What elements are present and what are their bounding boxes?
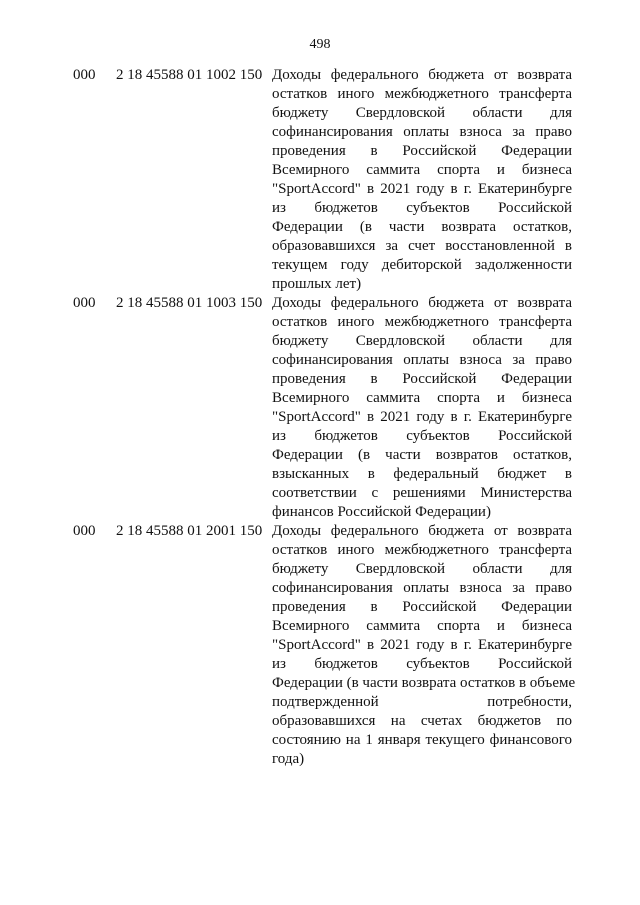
budget-classification-code: 2 18 45588 01 1002 150 xyxy=(116,67,263,83)
description-line: из бюджетов субъектов Российской xyxy=(272,200,572,216)
description-line: состоянию на 1 января текущего финансового xyxy=(272,732,572,748)
description-line: остатков иного межбюджетного трансферта xyxy=(272,542,572,558)
description-line: Федерации (в части возврата остатков в объеме xyxy=(272,675,576,691)
description-line: Доходы федерального бюджета от возврата xyxy=(272,523,572,539)
revenue-description xyxy=(272,522,576,769)
description-line: остатков иного межбюджетного трансферта xyxy=(272,86,572,102)
table-row xyxy=(0,66,640,294)
description-line: бюджету Свердловской области для xyxy=(272,105,572,121)
description-line: Доходы федерального бюджета от возврата xyxy=(272,295,572,311)
budget-classification-code: 2 18 45588 01 2001 150 xyxy=(116,523,263,539)
description-line: бюджету Свердловской области для xyxy=(272,561,572,577)
description-line: образовавшихся на счетах бюджетов по xyxy=(272,713,572,729)
admin-code: 000 xyxy=(73,523,96,539)
description-line: "SportAccord" в 2021 году в г. Екатеринбурге xyxy=(272,637,572,653)
description-line: взысканных в федеральный бюджет в xyxy=(272,466,572,482)
description-line: текущем году дебиторской задолженности xyxy=(272,257,572,273)
description-line: соответствии с решениями Министерства xyxy=(272,485,572,501)
admin-code: 000 xyxy=(73,67,96,83)
description-line: софинансирования оплаты взноса за право xyxy=(272,352,572,368)
description-line: проведения в Российской Федерации xyxy=(272,599,572,615)
table-row xyxy=(0,522,640,769)
description-line: проведения в Российской Федерации xyxy=(272,371,572,387)
description-line: подтвержденной потребности, xyxy=(272,694,572,710)
description-line: "SportAccord" в 2021 году в г. Екатеринбурге xyxy=(272,181,572,197)
description-line: Всемирного саммита спорта и бизнеса xyxy=(272,618,572,634)
budget-classification-code: 2 18 45588 01 1003 150 xyxy=(116,295,263,311)
description-line: остатков иного межбюджетного трансферта xyxy=(272,314,572,330)
table-row xyxy=(0,294,640,522)
page-number: 498 xyxy=(309,37,331,52)
description-line: проведения в Российской Федерации xyxy=(272,143,572,159)
revenue-description xyxy=(272,294,572,522)
description-line: бюджету Свердловской области для xyxy=(272,333,572,349)
description-line: Всемирного саммита спорта и бизнеса xyxy=(272,162,572,178)
description-line: образовавшихся за счет восстановленной в xyxy=(272,238,572,254)
description-line: софинансирования оплаты взноса за право xyxy=(272,124,572,140)
description-line: финансов Российской Федерации) xyxy=(272,504,491,520)
admin-code: 000 xyxy=(73,295,96,311)
description-line: года) xyxy=(272,751,305,767)
description-line: Федерации (в части возвратов остатков, xyxy=(272,447,572,463)
description-line: из бюджетов субъектов Российской xyxy=(272,656,572,672)
description-line: Всемирного саммита спорта и бизнеса xyxy=(272,390,572,406)
description-line: "SportAccord" в 2021 году в г. Екатеринбурге xyxy=(272,409,572,425)
description-line: софинансирования оплаты взноса за право xyxy=(272,580,572,596)
description-line: Федерации (в части возврата остатков, xyxy=(272,219,572,235)
description-line: прошлых лет) xyxy=(272,276,362,292)
description-line: из бюджетов субъектов Российской xyxy=(272,428,572,444)
revenue-description xyxy=(272,66,572,294)
description-line: Доходы федерального бюджета от возврата xyxy=(272,67,572,83)
revenue-codes-table xyxy=(0,66,640,769)
